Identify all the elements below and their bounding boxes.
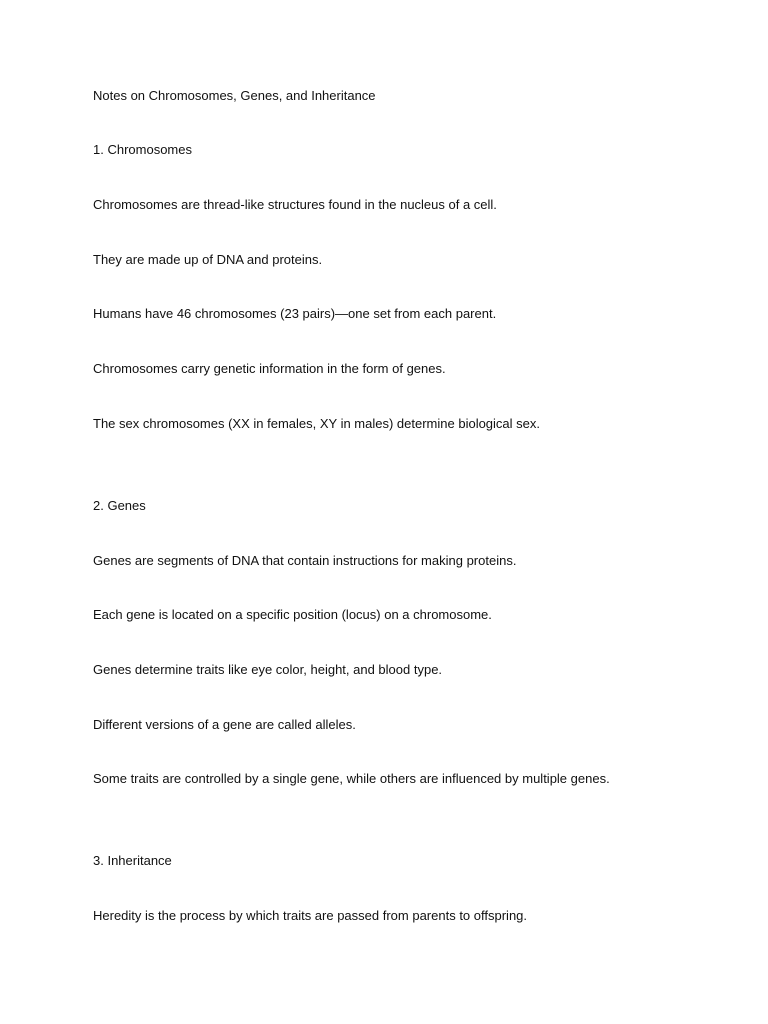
section-heading-inheritance: 3. Inheritance (93, 853, 172, 868)
paragraph: Each gene is located on a specific position (locus) on a chromosome. (93, 607, 492, 622)
section-heading-chromosomes: 1. Chromosomes (93, 142, 192, 157)
paragraph: Genes are segments of DNA that contain instructions for making proteins. (93, 553, 517, 568)
paragraph: Heredity is the process by which traits are passed from parents to offspring. (93, 908, 528, 923)
paragraph: The sex chromosomes (XX in females, XY in males) determine biological sex. (93, 416, 541, 431)
paragraph: Chromosomes are thread-like structures found in the nucleus of a cell. (93, 197, 497, 212)
paragraph: Different versions of a gene are called alleles. (93, 717, 356, 732)
document-title: Notes on Chromosomes, Genes, and Inheritance (93, 88, 376, 103)
paragraph: Some traits are controlled by a single gene, while others are influenced by multiple genes. (93, 771, 610, 786)
paragraph: They are made up of DNA and proteins. (93, 252, 323, 267)
section-heading-genes: 2. Genes (93, 498, 146, 513)
paragraph: Genes determine traits like eye color, height, and blood type. (93, 662, 443, 677)
paragraph: Chromosomes carry genetic information in the form of genes. (93, 361, 446, 376)
paragraph: Humans have 46 chromosomes (23 pairs)—one set from each parent. (93, 306, 497, 321)
